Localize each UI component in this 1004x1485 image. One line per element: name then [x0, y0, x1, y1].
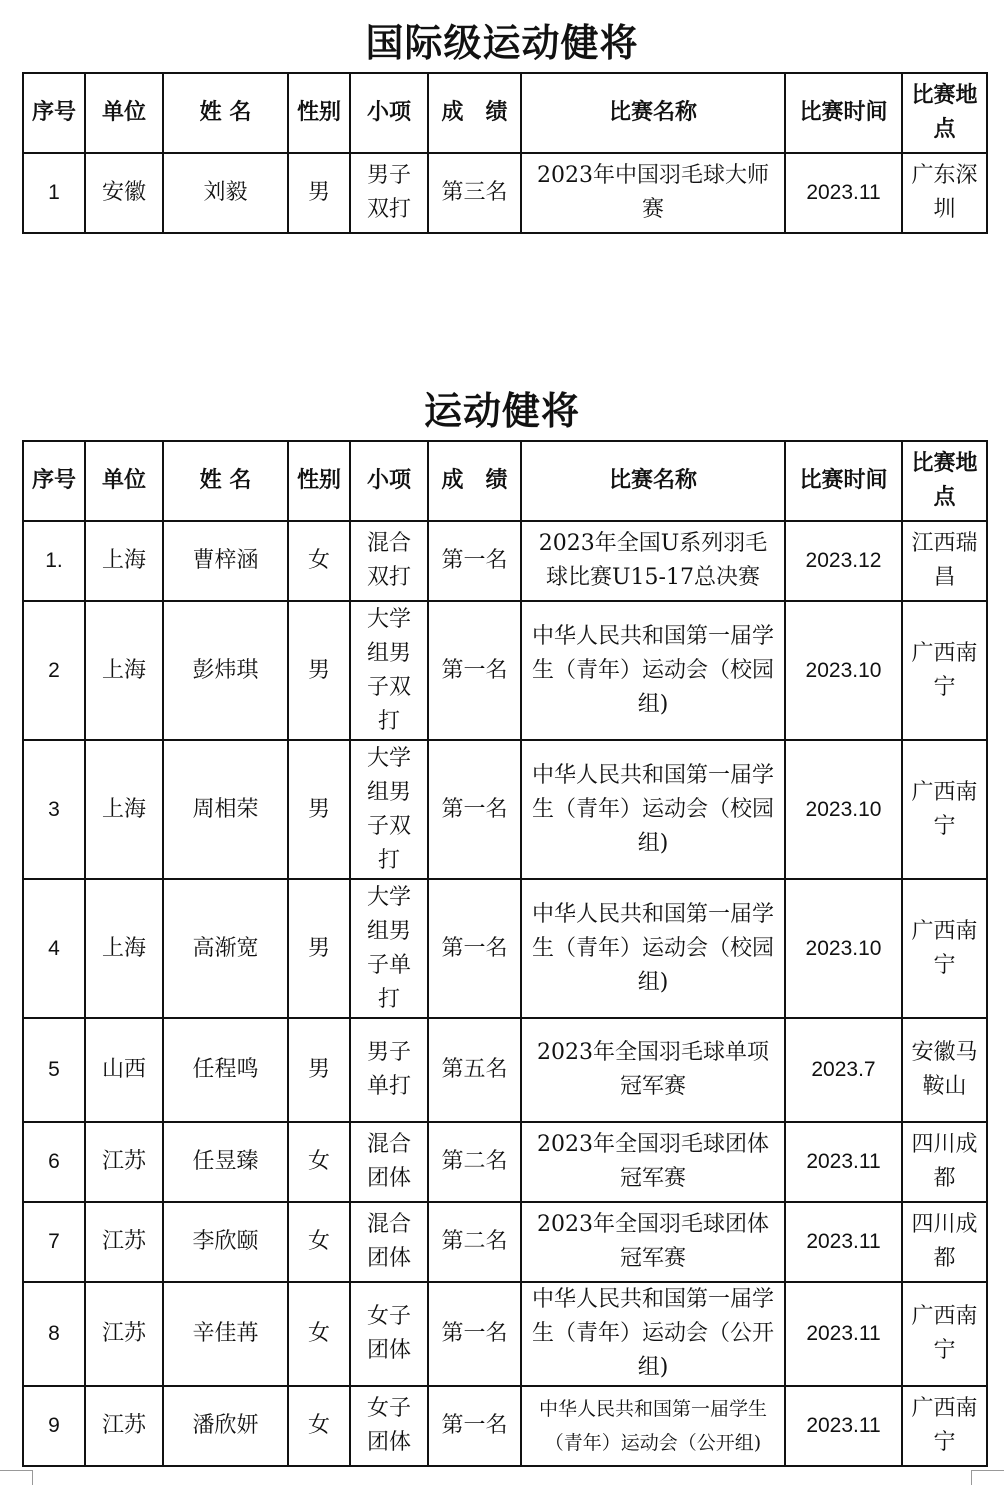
- table-row: [23, 740, 987, 879]
- cell-place: 广西南宁: [902, 879, 987, 1018]
- cell-place: 广东深圳: [902, 153, 987, 233]
- cell-event: 大学组男子双打: [350, 740, 428, 879]
- cell-unit: 上海: [85, 740, 163, 879]
- cell-no: 3: [23, 740, 85, 879]
- header-name: 姓 名: [163, 441, 288, 521]
- cell-competition: 2023年中国羽毛球大师赛: [521, 153, 785, 233]
- cell-competition: 中华人民共和国第一届学生（青年）运动会（公开组): [521, 1282, 785, 1386]
- cell-gender: 女: [288, 1202, 350, 1282]
- cell-event: 女子团体: [350, 1282, 428, 1386]
- cell-gender: 女: [288, 1282, 350, 1386]
- cell-unit: 上海: [85, 521, 163, 601]
- cell-gender: 女: [288, 1122, 350, 1202]
- cell-unit: 江苏: [85, 1282, 163, 1386]
- cell-name: 任程鸣: [163, 1018, 288, 1122]
- table-row: [23, 1282, 987, 1386]
- header-row: [23, 73, 987, 153]
- header-place: 比赛地点: [902, 441, 987, 521]
- cell-unit: 山西: [85, 1018, 163, 1122]
- table-row: [23, 1202, 987, 1282]
- header-date: 比赛时间: [785, 73, 902, 153]
- table-row: [23, 153, 987, 233]
- page-corner-mark-left: [0, 1470, 33, 1485]
- cell-name: 辛佳苒: [163, 1282, 288, 1386]
- cell-unit: 江苏: [85, 1202, 163, 1282]
- cell-event: 混合双打: [350, 521, 428, 601]
- cell-event: 男子双打: [350, 153, 428, 233]
- cell-date: 2023.11: [785, 1282, 902, 1386]
- cell-result: 第一名: [428, 521, 521, 601]
- cell-date: 2023.12: [785, 521, 902, 601]
- cell-competition: 中华人民共和国第一届学生（青年）运动会（校园组): [521, 740, 785, 879]
- cell-date: 2023.7: [785, 1018, 902, 1122]
- cell-no: 7: [23, 1202, 85, 1282]
- cell-name: 彭炜琪: [163, 601, 288, 740]
- table-row: [23, 1018, 987, 1122]
- cell-event: 大学组男子双打: [350, 601, 428, 740]
- cell-no: 8: [23, 1282, 85, 1386]
- table-row: [23, 879, 987, 1018]
- cell-gender: 男: [288, 153, 350, 233]
- cell-result: 第二名: [428, 1202, 521, 1282]
- cell-name: 曹梓涵: [163, 521, 288, 601]
- cell-date: 2023.10: [785, 879, 902, 1018]
- cell-name: 李欣颐: [163, 1202, 288, 1282]
- header-name: 姓 名: [163, 73, 288, 153]
- cell-competition: 2023年全国羽毛球团体冠军赛: [521, 1202, 785, 1282]
- cell-date: 2023.10: [785, 601, 902, 740]
- athletes-table: [22, 440, 988, 1467]
- header-gender: 性别: [288, 441, 350, 521]
- cell-result: 第一名: [428, 740, 521, 879]
- cell-date: 2023.11: [785, 1122, 902, 1202]
- cell-no: 1.: [23, 521, 85, 601]
- header-result: 成 绩: [428, 441, 521, 521]
- cell-no: 6: [23, 1122, 85, 1202]
- cell-event: 女子团体: [350, 1386, 428, 1466]
- section2-title: 运动健将: [423, 389, 580, 433]
- cell-date: 2023.11: [785, 1202, 902, 1282]
- cell-gender: 男: [288, 879, 350, 1018]
- header-place: 比赛地点: [902, 73, 987, 153]
- cell-no: 4: [23, 879, 85, 1018]
- cell-date: 2023.11: [785, 1386, 902, 1466]
- cell-result: 第二名: [428, 1122, 521, 1202]
- table-row: [23, 521, 987, 601]
- section1-title: 国际级运动健将: [365, 21, 639, 65]
- cell-unit: 上海: [85, 879, 163, 1018]
- cell-name: 任昱臻: [163, 1122, 288, 1202]
- cell-competition: 2023年全国羽毛球团体冠军赛: [521, 1122, 785, 1202]
- cell-unit: 江苏: [85, 1386, 163, 1466]
- cell-unit: 上海: [85, 601, 163, 740]
- cell-result: 第五名: [428, 1018, 521, 1122]
- international-athletes-table: [22, 72, 988, 234]
- cell-result: 第一名: [428, 879, 521, 1018]
- cell-place: 广西南宁: [902, 1386, 987, 1466]
- cell-competition: 中华人民共和国第一届学生（青年）运动会（公开组): [521, 1386, 785, 1466]
- header-unit: 单位: [85, 73, 163, 153]
- cell-name: 高渐宽: [163, 879, 288, 1018]
- header-no: 序号: [23, 441, 85, 521]
- cell-name: 周相荣: [163, 740, 288, 879]
- cell-event: 男子单打: [350, 1018, 428, 1122]
- header-date: 比赛时间: [785, 441, 902, 521]
- cell-result: 第一名: [428, 601, 521, 740]
- header-row: [23, 441, 987, 521]
- cell-competition: 2023年全国羽毛球单项冠军赛: [521, 1018, 785, 1122]
- cell-gender: 男: [288, 740, 350, 879]
- cell-name: 刘毅: [163, 153, 288, 233]
- cell-event: 混合团体: [350, 1122, 428, 1202]
- cell-result: 第一名: [428, 1282, 521, 1386]
- cell-no: 1: [23, 153, 85, 233]
- table-row: [23, 1386, 987, 1466]
- header-unit: 单位: [85, 441, 163, 521]
- page-corner-mark-right: [971, 1470, 1004, 1485]
- cell-gender: 男: [288, 1018, 350, 1122]
- header-competition: 比赛名称: [521, 441, 785, 521]
- cell-date: 2023.10: [785, 740, 902, 879]
- table-row: [23, 1122, 987, 1202]
- header-no: 序号: [23, 73, 85, 153]
- header-result: 成 绩: [428, 73, 521, 153]
- cell-place: 广西南宁: [902, 601, 987, 740]
- cell-gender: 男: [288, 601, 350, 740]
- cell-place: 广西南宁: [902, 1282, 987, 1386]
- header-event: 小项: [350, 73, 428, 153]
- cell-unit: 安徽: [85, 153, 163, 233]
- cell-date: 2023.11: [785, 153, 902, 233]
- cell-place: 江西瑞昌: [902, 521, 987, 601]
- cell-event: 大学组男子单打: [350, 879, 428, 1018]
- cell-place: 广西南宁: [902, 740, 987, 879]
- cell-name: 潘欣妍: [163, 1386, 288, 1466]
- cell-place: 四川成都: [902, 1122, 987, 1202]
- cell-competition: 2023年全国U系列羽毛球比赛U15-17总决赛: [521, 521, 785, 601]
- cell-place: 四川成都: [902, 1202, 987, 1282]
- cell-no: 2: [23, 601, 85, 740]
- cell-unit: 江苏: [85, 1122, 163, 1202]
- cell-event: 混合团体: [350, 1202, 428, 1282]
- header-event: 小项: [350, 441, 428, 521]
- cell-result: 第一名: [428, 1386, 521, 1466]
- cell-gender: 女: [288, 521, 350, 601]
- header-competition: 比赛名称: [521, 73, 785, 153]
- table-row: [23, 601, 987, 740]
- cell-no: 9: [23, 1386, 85, 1466]
- cell-competition: 中华人民共和国第一届学生（青年）运动会（校园组): [521, 879, 785, 1018]
- cell-result: 第三名: [428, 153, 521, 233]
- cell-gender: 女: [288, 1386, 350, 1466]
- cell-no: 5: [23, 1018, 85, 1122]
- header-gender: 性别: [288, 73, 350, 153]
- cell-competition: 中华人民共和国第一届学生（青年）运动会（校园组): [521, 601, 785, 740]
- cell-place: 安徽马鞍山: [902, 1018, 987, 1122]
